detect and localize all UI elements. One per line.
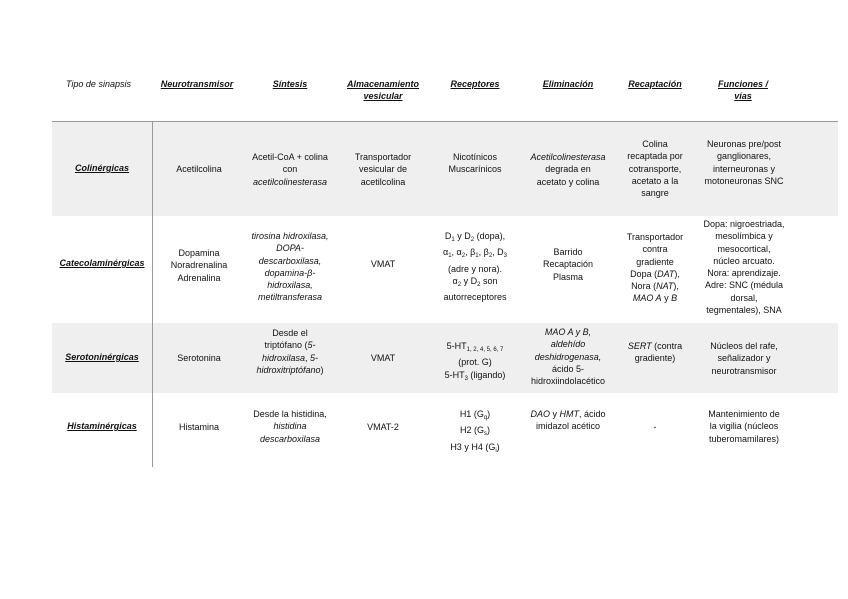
sub: 3 <box>503 253 508 260</box>
cell-line <box>430 230 520 246</box>
cell-line: Acetilcolinesterasa <box>530 152 606 162</box>
cell-line: VMAT-2 <box>367 422 399 432</box>
cell-line: Desde la histidina, <box>253 409 327 419</box>
cell-line <box>430 408 520 424</box>
txt: 5-HT <box>444 369 465 380</box>
row-label-colinergicas: Colinérgicas <box>74 163 130 173</box>
cell-line: autorreceptores <box>443 292 507 303</box>
cell-line: Núcleos del rafe, <box>710 341 778 351</box>
cell-line: contra <box>642 244 668 255</box>
histaminergicas-almacenamiento <box>339 421 427 433</box>
sub: 1, 2, 4, 5, 6, 7 <box>466 347 504 353</box>
sub: 1 <box>475 253 479 260</box>
cell-line: neurotransmisor <box>711 365 777 376</box>
cell-line <box>430 441 520 457</box>
cell-line: tirosina hidroxilasa, <box>251 231 329 241</box>
txt: , β <box>478 247 489 258</box>
cell-line: Plasma <box>552 271 583 282</box>
cell-line: gradiente) <box>634 353 676 364</box>
serotoninergicas-almacenamiento <box>339 352 427 364</box>
cell-line: ácido 5- <box>551 363 585 374</box>
txt: (contra <box>651 341 683 351</box>
cell-line: histidina <box>273 421 307 432</box>
catecolaminergicas-neurotransmisor <box>156 247 242 284</box>
cell-line: la vigilia (núcleos <box>709 421 779 432</box>
cell-line: hidroxilasa, <box>267 280 313 291</box>
histaminergicas-funciones <box>696 408 792 445</box>
cell-line: cotransporte, <box>628 163 682 174</box>
header-funciones-line1: Funciones / <box>717 79 768 89</box>
cell-line: Adrenalina <box>177 272 221 283</box>
catecolaminergicas-funciones <box>694 218 794 316</box>
cell-line: Dopa: nigroestriada, <box>703 219 785 229</box>
cell-line: (adre y nora). <box>447 263 503 274</box>
cell-line: tegmentales), SNA <box>706 305 782 316</box>
txt: triptófano ( <box>264 340 308 351</box>
txt: 5-HT <box>446 341 467 351</box>
txt: α <box>452 275 458 286</box>
histaminergicas-receptores <box>430 408 520 457</box>
cell-line: degrada en <box>545 164 591 175</box>
cell-line: metiltransferasa <box>257 292 323 303</box>
cell-line: acetilcolinesterasa <box>252 176 328 187</box>
cell-line: Serotonina <box>177 353 221 363</box>
cell-line: Recaptación <box>542 259 594 270</box>
sub: 2 <box>470 237 475 243</box>
sub: 3 <box>464 375 468 382</box>
cell-line: vesicular de <box>358 164 408 175</box>
txt: , <box>305 352 311 363</box>
cell-line <box>612 280 698 292</box>
cell-line: Neuronas pre/post <box>706 139 782 149</box>
row-label-histaminergicas: Histaminérgicas <box>67 421 137 431</box>
cell-line <box>612 340 698 352</box>
header-eliminacion: Eliminación <box>542 79 594 89</box>
catecolaminergicas-almacenamiento <box>339 258 427 270</box>
histaminergicas-sintesis <box>243 408 337 445</box>
txt: hidroxilasa <box>261 352 305 363</box>
sub: 1 <box>448 253 452 260</box>
cell-line <box>243 364 337 376</box>
cell-line: Barrido <box>553 247 583 257</box>
header-tipo-de-sinapsis: Tipo de sinapsis <box>66 79 131 89</box>
serotoninergicas-sintesis <box>243 327 337 376</box>
colinergicas-funciones <box>696 138 792 187</box>
txt: H3 y H4 (G <box>450 441 496 452</box>
txt: y <box>549 409 560 419</box>
cell-line: Colina <box>642 139 668 149</box>
cell-line: Dopamina <box>178 248 220 258</box>
cell-line: Adre: SNC (médula <box>704 280 784 291</box>
colinergicas-receptores <box>430 151 520 176</box>
txt: hidroxitriptófano <box>256 364 321 375</box>
header-almacenamiento-line1: Almacenamiento <box>346 79 420 89</box>
cell-line: Transportador <box>626 232 684 242</box>
cell-line <box>430 275 520 291</box>
txt: DAO <box>530 409 550 419</box>
txt: ) <box>496 441 500 452</box>
cell-line: Histamina <box>178 422 219 432</box>
sub: 2 <box>461 253 466 260</box>
cell-line: Transportador <box>354 152 412 162</box>
txt: 5- <box>310 352 319 363</box>
cell-line: Noradrenalina <box>170 260 228 271</box>
cell-line: acetilcolina <box>360 176 406 187</box>
row-label-serotoninergicas: Serotoninérgicas <box>65 352 139 362</box>
colinergicas-sintesis <box>243 151 337 188</box>
header-almacenamiento-vesicular <box>338 78 428 102</box>
cell-line <box>522 408 614 420</box>
serotoninergicas-funciones <box>696 340 792 377</box>
header-sintesis: Síntesis <box>272 79 308 89</box>
txt: H2 (G <box>459 425 484 436</box>
histaminergicas-neurotransmisor <box>156 421 242 433</box>
cell-line: Acetilcolina <box>176 164 222 174</box>
cell-line: sangre <box>641 188 669 199</box>
sub: 2 <box>488 253 493 260</box>
header-funciones-vias <box>698 78 788 102</box>
txt: y D <box>461 275 478 286</box>
txt: DAT <box>657 268 675 279</box>
txt: NAT <box>656 281 674 292</box>
txt: , β <box>465 247 476 258</box>
row-label-catecolaminergicas: Catecolaminérgicas <box>59 258 145 268</box>
colinergicas-almacenamiento <box>339 151 427 188</box>
cell-line <box>243 352 337 364</box>
cell-line: tuberomamilares) <box>708 433 780 444</box>
cell-line: imidazol acético <box>535 421 601 432</box>
cell-line <box>430 246 520 262</box>
sub: i <box>495 447 497 454</box>
txt: 5- <box>307 340 316 351</box>
header-funciones-line2: vías <box>734 91 752 101</box>
catecolaminergicas-receptores <box>430 230 520 303</box>
cell-line: VMAT <box>370 259 396 269</box>
cell-line <box>612 292 698 304</box>
cell-line: DOPA- <box>276 243 304 254</box>
cell-line: Nicotínicos <box>452 152 497 162</box>
txt: H1 (G <box>459 409 484 419</box>
cell-line: MAO A y B, <box>544 327 592 337</box>
cell-line: deshidrogenasa, <box>534 351 602 362</box>
first-column-divider <box>152 122 153 467</box>
header-recaptacion: Recaptación <box>628 79 682 89</box>
sub: 2 <box>477 281 481 288</box>
serotoninergicas-eliminacion <box>522 326 614 387</box>
catecolaminergicas-sintesis <box>243 230 337 304</box>
serotoninergicas-recaptacion <box>612 340 698 365</box>
colinergicas-eliminacion <box>522 151 614 188</box>
txt: ) <box>487 425 490 436</box>
cell-line: dopamina-β- <box>264 267 316 278</box>
txt: y D <box>454 231 471 241</box>
cell-line <box>430 424 520 440</box>
histaminergicas-recaptacion <box>612 421 698 433</box>
txt: , α <box>451 247 462 258</box>
txt: Nora ( <box>631 281 657 292</box>
txt: (ligando) <box>467 369 506 380</box>
txt: ), <box>674 268 680 279</box>
cell-line: Mantenimiento de <box>708 409 780 419</box>
cell-line: aldehído <box>550 339 586 350</box>
cell-line <box>430 369 520 385</box>
cell-line: - <box>653 422 657 432</box>
header-neurotransmisor: Neurotransmisor <box>160 79 234 89</box>
cell-line: ganglionares, <box>716 151 772 162</box>
cell-line: Desde el <box>272 328 308 338</box>
txt: Dopa ( <box>630 268 658 279</box>
cell-line: hidroxiindolacético <box>530 376 606 387</box>
txt: α <box>442 247 449 258</box>
txt: MAO A <box>632 293 662 304</box>
cell-line: con <box>282 164 298 175</box>
cell-line: motoneuronas SNC <box>704 175 784 186</box>
cell-line: dorsal, <box>730 292 758 303</box>
cell-line: Muscarínicos <box>448 164 502 175</box>
txt: SERT <box>627 341 652 351</box>
header-almacenamiento-line2: vesicular <box>363 91 403 101</box>
cell-line <box>430 340 520 356</box>
txt: , ácido <box>579 409 606 419</box>
serotoninergicas-neurotransmisor <box>156 352 242 364</box>
cell-line: Acetil-CoA + colina <box>252 152 328 162</box>
cell-line: gradiente <box>636 256 674 267</box>
catecolaminergicas-eliminacion <box>522 246 614 283</box>
cell-line: mesocortical, <box>717 243 771 254</box>
txt: ) <box>487 409 491 419</box>
cell-line: señalizador y <box>717 353 771 364</box>
txt: B <box>671 293 678 304</box>
colinergicas-neurotransmisor <box>156 163 242 175</box>
cell-line: Nora: aprendizaje. <box>707 268 781 279</box>
catecolaminergicas-recaptacion <box>612 231 698 305</box>
cell-line: descarboxilasa, <box>258 255 322 266</box>
sub: 1 <box>451 237 455 243</box>
cell-line: recaptada por <box>627 151 683 162</box>
cell-line: (prot. G) <box>458 357 492 368</box>
colinergicas-recaptacion <box>612 138 698 199</box>
sub: s <box>484 431 487 438</box>
txt: (dopa), <box>474 231 506 241</box>
sub: q <box>483 415 488 421</box>
txt: son <box>480 275 498 286</box>
txt: HMT <box>559 409 579 419</box>
cell-line: mesolímbica y <box>715 231 773 242</box>
header-divider-line <box>52 121 838 122</box>
sub: 2 <box>457 281 462 288</box>
txt: , D <box>492 247 504 258</box>
cell-line: núcleo arcuato. <box>713 255 775 266</box>
txt: D <box>444 231 452 241</box>
header-receptores: Receptores <box>450 79 500 89</box>
txt: ) <box>320 364 324 375</box>
cell-line: acetato a la <box>631 175 679 186</box>
cell-line: acetato y colina <box>536 176 600 187</box>
cell-line <box>612 268 698 280</box>
serotoninergicas-receptores <box>430 340 520 385</box>
histaminergicas-eliminacion <box>522 408 614 433</box>
cell-line: VMAT <box>370 353 396 363</box>
cell-line <box>243 339 337 351</box>
cell-line: interneuronas y <box>712 163 776 174</box>
txt: y <box>661 293 672 304</box>
cell-line: descarboxilasa <box>259 433 321 444</box>
txt: ), <box>673 281 679 292</box>
